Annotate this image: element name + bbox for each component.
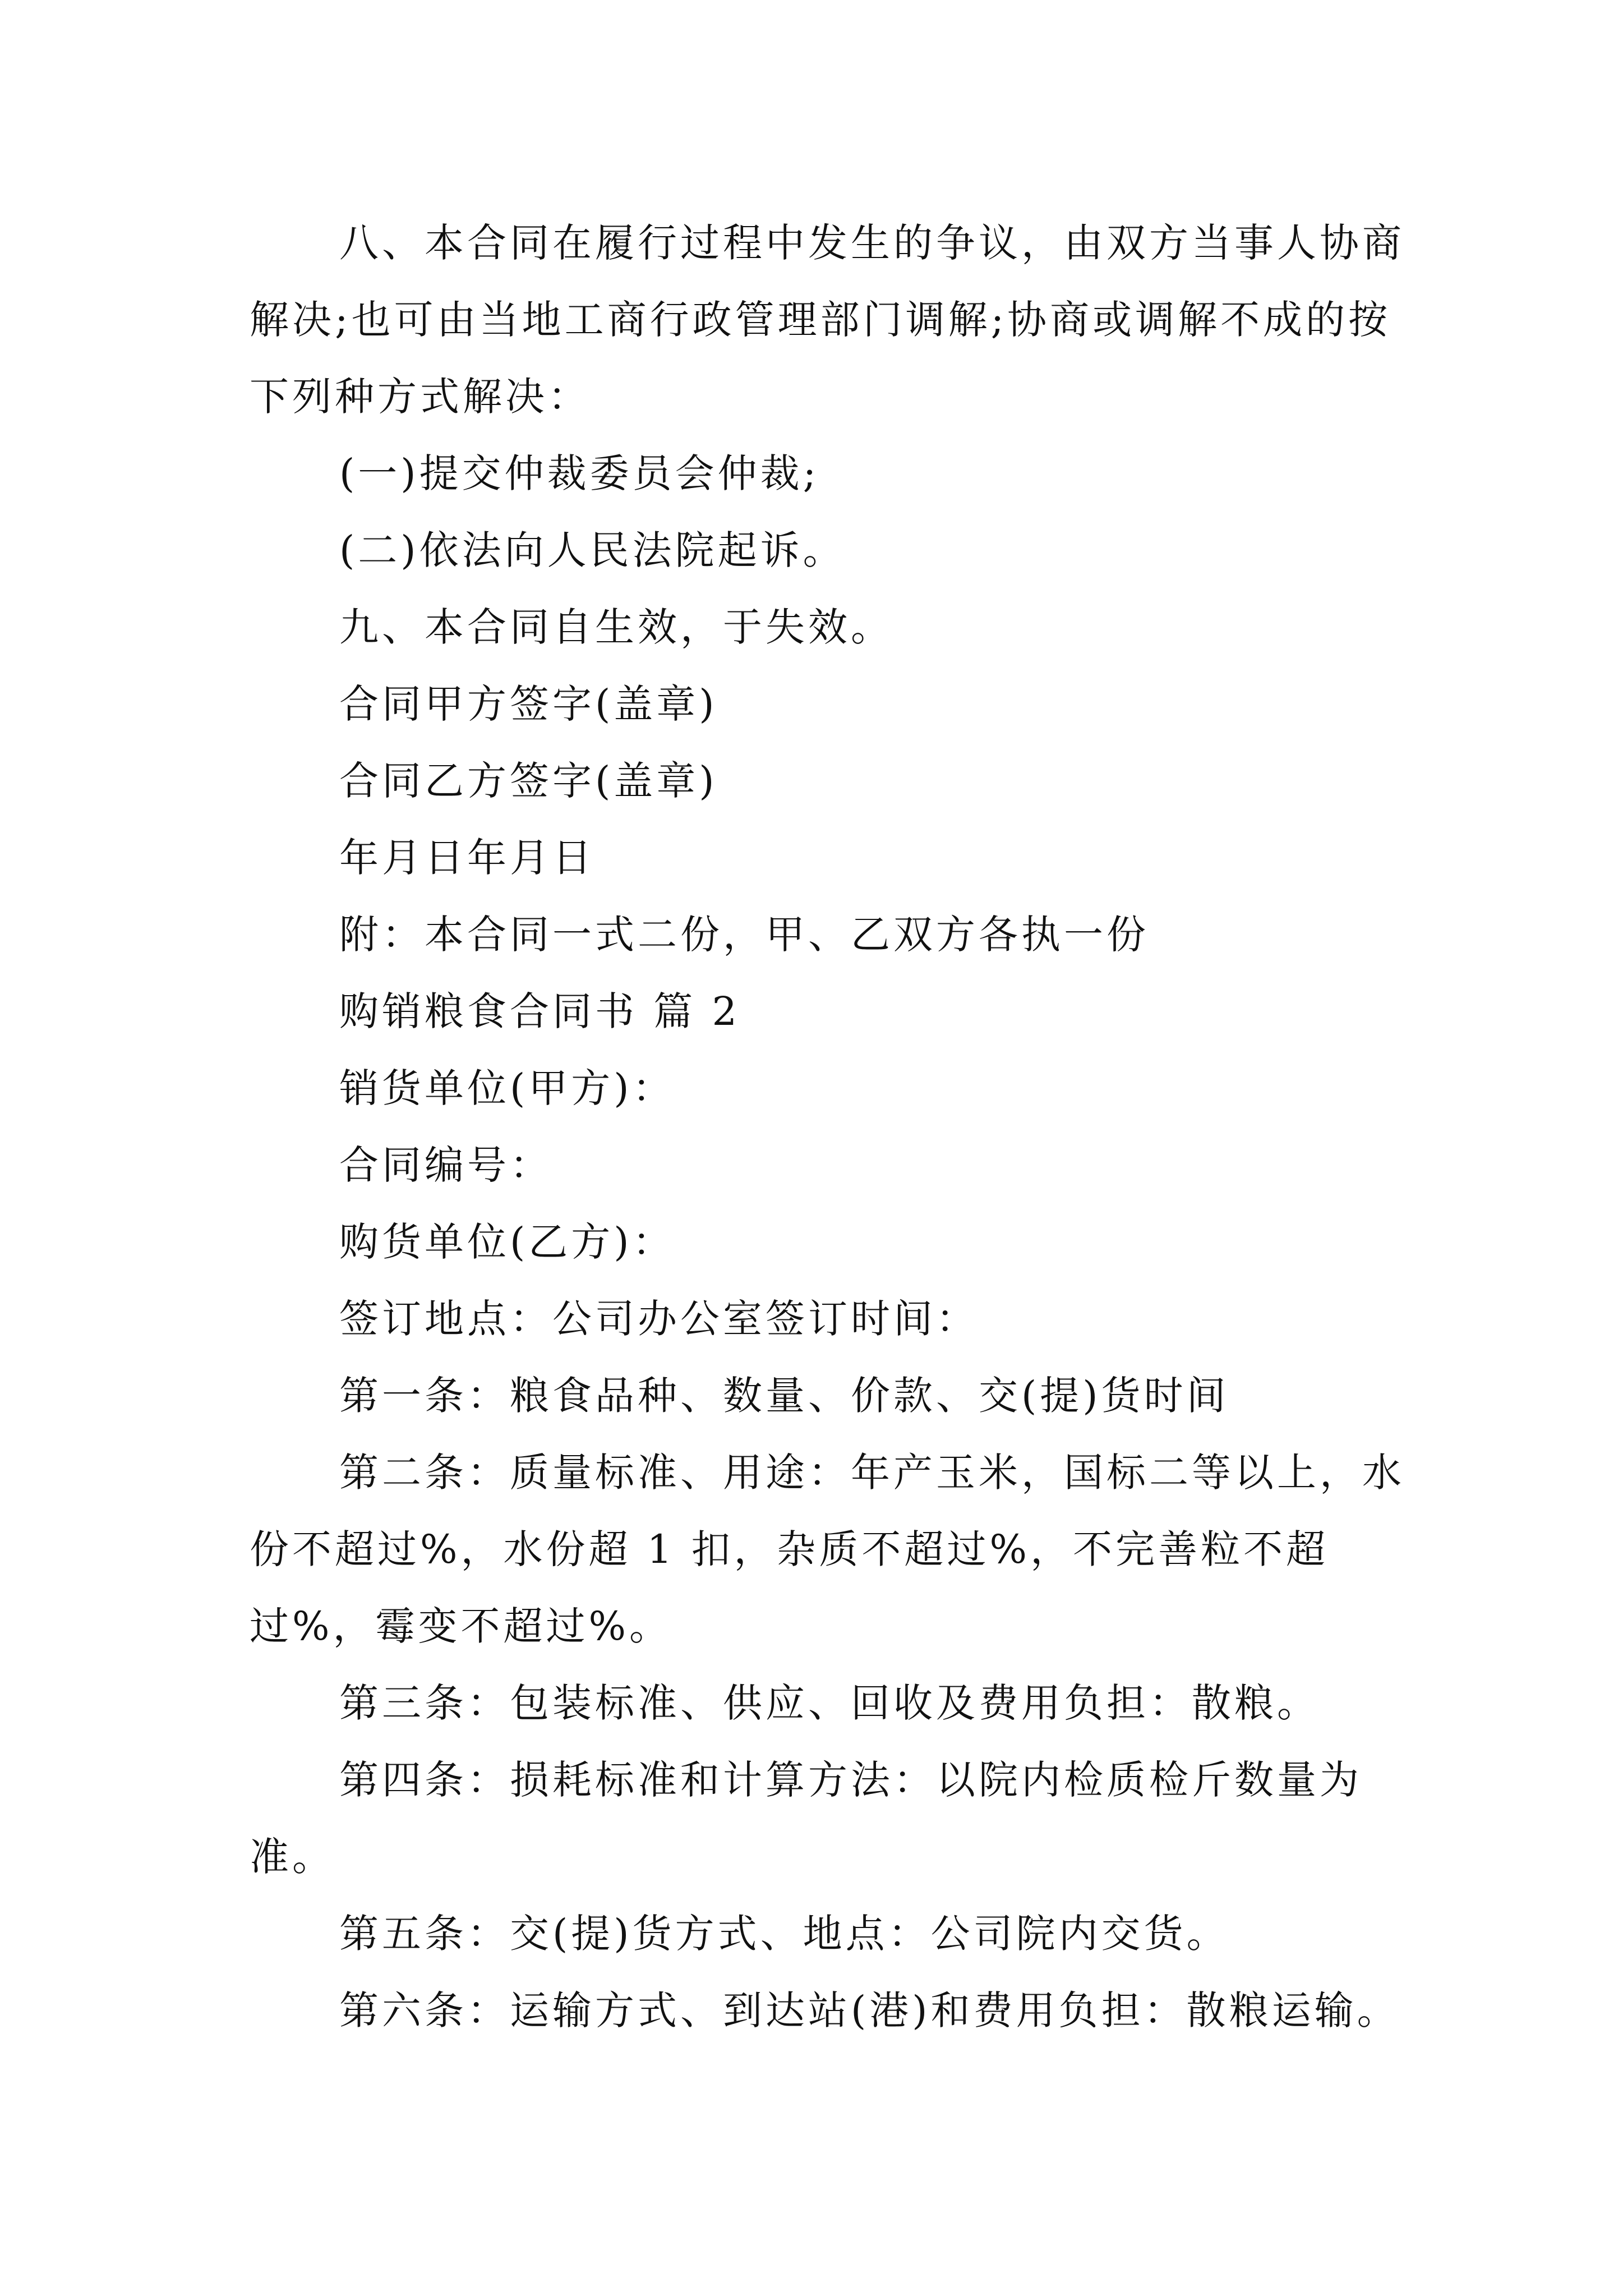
buyer-unit: 购货单位(乙方)： [339, 1219, 675, 1265]
clause-4: 第四条：损耗标准和计算方法：以院内检质检斤数量为准。 [250, 1757, 1362, 1880]
clause-1: 第一条：粮食品种、数量、价款、交(提)货时间 [339, 1373, 1229, 1419]
signature-dates: 年月日年月日 [339, 835, 595, 881]
contract-number: 合同编号： [339, 1142, 552, 1188]
clause-6: 第六条：运输方式、到达站(港)和费用负担：散粮运输。 [339, 1987, 1400, 2033]
signing-location: 签订地点：公司办公室签订时间： [339, 1296, 979, 1342]
seller-unit: 销货单位(甲方)： [339, 1065, 675, 1111]
document-body [250, 205, 1408, 2049]
party-b-signature: 合同乙方签字(盖章) [339, 758, 718, 804]
clause-5: 第五条：交(提)货方式、地点：公司院内交货。 [339, 1911, 1229, 1957]
paragraph-option-2: (二)依法向人民法院起诉。 [339, 527, 846, 573]
section-title: 购销粮食合同书 篇 2 [339, 988, 741, 1034]
paragraph-option-1: (一)提交仲裁委员会仲裁; [339, 450, 820, 496]
paragraph-article-9: 九、本合同自生效，于失效。 [339, 604, 893, 650]
clause-2: 第二条：质量标准、用途：年产玉米，国标二等以上，水份不超过%，水份超 1 扣，杂质不超过%，不完善粒不超过%，霉变不超过%。 [250, 1450, 1405, 1649]
clause-3: 第三条：包装标准、供应、回收及费用负担：散粮。 [339, 1680, 1320, 1726]
party-a-signature: 合同甲方签字(盖章) [339, 681, 718, 727]
appendix-note: 附：本合同一式二份，甲、乙双方各执一份 [339, 912, 1149, 958]
paragraph-article-8: 八、本合同在履行过程中发生的争议，由双方当事人协商解决;也可由当地工商行政管理部门调解;协商或调解不成的按下列种方式解决： [250, 220, 1405, 420]
